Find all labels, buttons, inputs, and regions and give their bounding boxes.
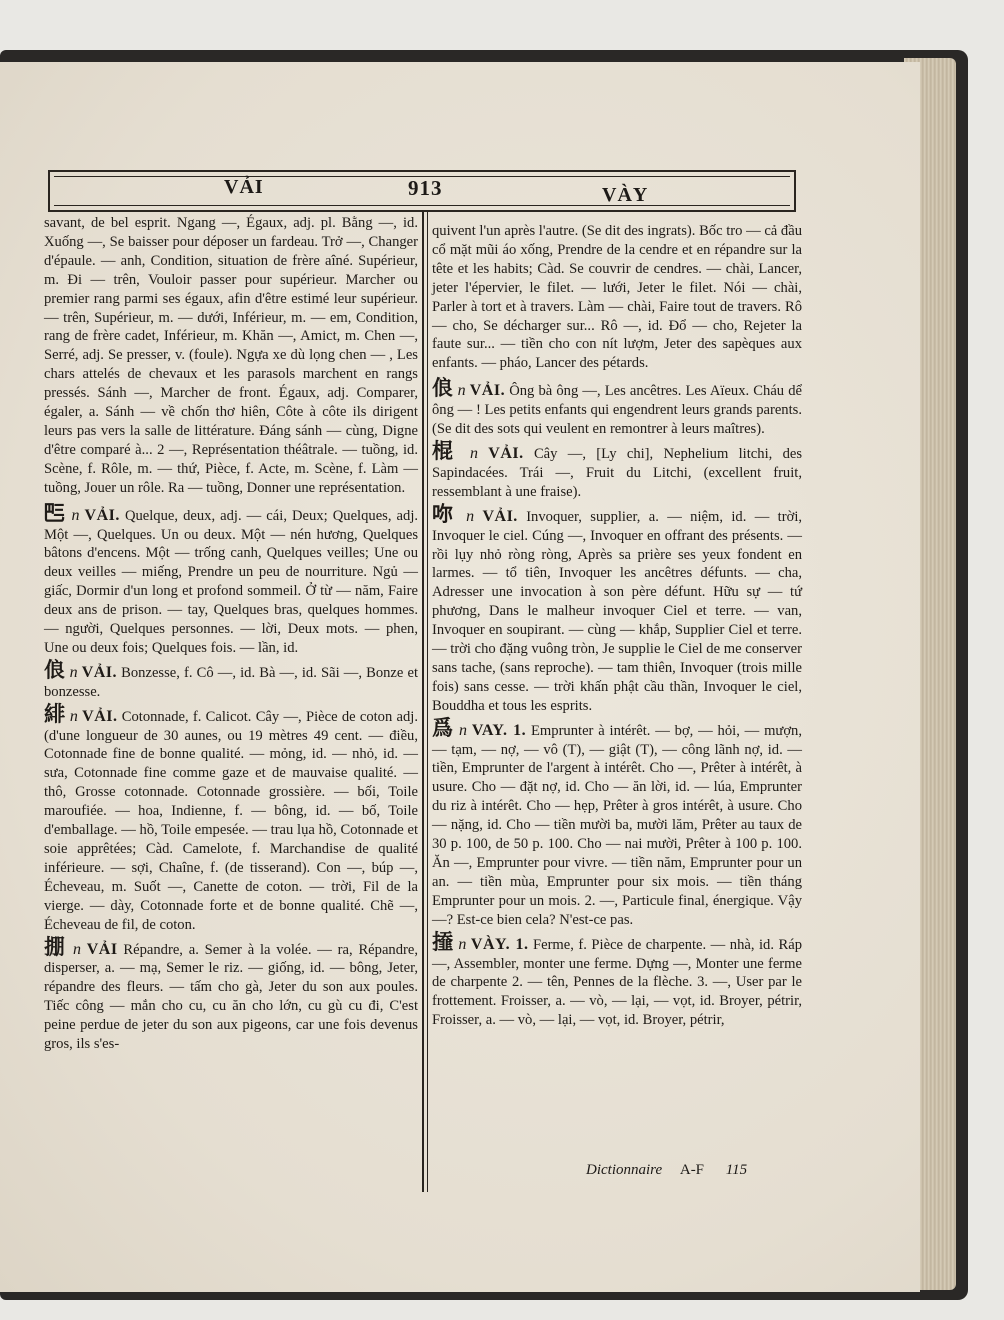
entry-definition: Bonzesse, f. Cô —, id. Bà —, id. Sãi —, Bonze et bonzesse. (44, 664, 418, 700)
entry-paragraph (432, 376, 802, 439)
header-right-word: VÀY (602, 184, 649, 206)
column-divider (422, 212, 424, 1192)
footer-title: Dictionnaire (586, 1162, 663, 1178)
entry-character: 俍 (432, 376, 454, 401)
dictionary-entry (432, 376, 802, 439)
entry-part-of-speech: n (457, 382, 466, 400)
page-number: 913 (408, 176, 443, 200)
dictionary-entry (432, 715, 803, 930)
entry-headword: VAY. 1. (471, 721, 527, 739)
entry-paragraph (44, 701, 419, 935)
entry-definition: Ông bà ông —, Les ancêtres. Les Aïeux. Cháu dể ông — ! Les petits enfants qui engendrent leurs grands parents. (Se dit des sots qui veulent en remontrer à leurs maîtres). (432, 383, 802, 438)
entry-paragraph (432, 715, 803, 930)
dictionary-entry (44, 701, 419, 935)
entry-part-of-speech: n (458, 935, 467, 953)
entry-headword: VẢI. (488, 444, 524, 462)
running-header (48, 108, 800, 214)
entry-headword: VẢI (86, 940, 118, 958)
entry-headword: VẢI. (482, 507, 518, 525)
dictionary-entry (44, 657, 418, 702)
entry-character: 爲 (432, 715, 455, 740)
entry-headword: VÀY. 1. (470, 935, 529, 953)
entry-part-of-speech: n (466, 507, 475, 525)
entry-headword: VẢI. (84, 506, 120, 524)
entry-definition: Ferme, f. Pièce de charpente. — nhà, id. Ráp —, Assembler, monter une ferme. Dựng —, Monter une ferme de charpente 2. — tên, Pennes de la flèche. 3. —, User par le frottement. Froisser, a. — vò, — lại, — vọt, id. Broyer, pétrir, Froisser, a. — vò, — lại, — vọt, id. Broyer, pétrir, (432, 936, 803, 1029)
entry-character: 𠰚 (432, 501, 458, 526)
dictionary-entry (44, 934, 419, 1054)
footer-sheet-number: 115 (725, 1162, 748, 1178)
entry-part-of-speech: n (72, 940, 81, 958)
dictionary-entry (44, 500, 419, 658)
footer-signature: A-F (679, 1162, 705, 1178)
entry-definition: Invoquer, supplier, a. — niệm, id. — trời, Invoquer le ciel. Cúng —, Invoquer en offrant des présents. — rồi lụy nhỏ ròng ròng, Après sa prière ses yeux fondent en larmes. — tổ tiên, Invoquer les ancêtres défunts. — cha, Adresser une invocation à son père défunt. Hữu sự — tứ phương, Dans le malheur invoquer Ciel et terre. — van, Invoquer en soupirant. — cùng — khắp, Supplier Ciel et terre. — trời cho đặng vuông tròn, Je supplie le Ciel de me conserver sans tache, (sans reproche). — tam thiên, Invoquer (trois mille fois) sans cesse. — trời khấn phật cầu thần, Invoquer le ciel, Bouddha et tous les esprits. (432, 508, 803, 714)
entry-headword: VẢI. (469, 382, 506, 400)
entry-part-of-speech: n (69, 663, 78, 681)
entry-character: 棍 (432, 438, 460, 463)
page-footer (586, 1162, 747, 1179)
dictionary-entry (432, 438, 803, 502)
dictionary-entry (432, 501, 803, 716)
entry-definition: Cây —, [Ly chi], Nephelium litchi, des Sapindacées. Trái —, Fruit du Litchi, (excellent fruit, ressemblant à une fraise). (432, 445, 803, 500)
entry-headword: VẢI. (81, 663, 118, 681)
entry-paragraph (432, 501, 803, 716)
right-column-continuation: quivent l'un après l'autre. (Se dit des ingrats). Bốc tro — cả đầu cổ mặt mũi áo xống, Prendre de la cendre et en répandre sur la tête et les habits; Càd. Se couvrir de cendres. — chài, Lancer, jeter l'épervier, le filet. — lưới, Jeter le filet. Nói — chài, Parler à tort et à travers. Làm — chài, Faire tout de travers. Rô — cho, Se décharger sur... Rô —, id. Đổ — cho, Rejeter la faute sur... — tiền cho con nít lượm, Jeter des sapèques aux enfants. — pháo, Lancer des pétards. (432, 223, 803, 372)
entry-character: 俍 (44, 657, 66, 682)
dictionary-entry (432, 929, 803, 1031)
entry-paragraph (432, 438, 803, 502)
header-left-word: VẢI (224, 176, 264, 198)
entry-definition: Quelque, deux, adj. — cái, Deux; Quelques, adj. Một —, Quelques. Un ou deux. Một — nén hương, Quelques bâtons d'encens. Một — trống canh, Quelques veilles; Une ou deux veilles — miếng, Prendre un peu de nourriture. Ngủ — giấc, Dormir d'un long et profond sommeil. Ở từ — năm, Faire deux ans de prison. — tay, Quelques bras, quelques hommes. — người, Quelques personnes. — lời, Deux mots. — phen, Une ou deux fois; Quelques fois. — lần, id. (44, 507, 419, 656)
entry-character: 𢶍 (432, 929, 454, 954)
entry-character: 掤 (44, 934, 68, 959)
entry-paragraph (432, 929, 803, 1031)
entry-definition: Répandre, a. Semer à la volée. — ra, Répandre, disperser, a. — mạ, Semer le riz. — giống, id. — bông, Jeter, répandre des fleurs. — tấm cho gà, Jeter du son aux poules. Tiếc công — mắn cho cu, cu ăn cho lớn, cu gù cu đi, C'est peine perdue de jeter du son aux pigeons, car une fois devenus gros, ils s'es- (44, 941, 419, 1053)
left-column-continuation: savant, de bel esprit. Ngang —, Égaux, adj. pl. Bằng —, id. Xuống —, Se baisser pour déposer un fardeau. Trở —, Changer d'épaule. — anh, Condition, situation de frère aîné. Supérieur, m. Đi — trên, Vouloir passer pour supérieur. Marcher ou premier rang parmi ses égaux, afin d'être estimé leur supérieur. — trên, Supérieur, m. — dưới, Inférieur, m. — em, Condition, rang de frère cadet, Inférieur, m. Khăn —, Amict, m. Chen —, Serré, adj. Se presser, v. (foule). Ngựa xe dù lọng chen — , Les chars attelés de chevaux et les parasols marchent en rangs pressés. Sánh —, Marcher de front. Égaux, adj. Comparer, égaler, a. Sánh — về chốn thơ hiên, Côte à côte ils dirigent leurs pas vers la salle de littérature. Đáng sánh — cùng, Digne d'être comparé à... 2 —, Représentation théâtrale. — tuồng, id. Scène, f. Rôle, m. — thứ, Pièce, f. Acte, m. Scène, f. Làm — tuồng, Jouer un rôle. Ra — tuồng, Donner une représentation. (44, 215, 418, 496)
entry-definition: Emprunter à intérêt. — bợ, — hỏi, — mượn, — tạm, — nợ, — vô (T), — giật (T), — công lãnh nợ, id. — tiền, Emprunter de l'argent à intérêt. Cho —, Prêter à intérêt, à usure. Cho — đặt nợ, id. Cho — ăn lời, id. — lúa, Emprunter du riz à intérêt. Cho — hẹp, Prêter à gros intérêt, à usure. Cho — nặng, id. Cho — tiền mười ba, mười lăm, Prêter au taux de 30 p. 100, de 50 p. 100. Cho — nai mười, Prêter à 100 p. 100. Ăn —, Emprunter pour vivre. — tiền năm, Emprunter pour un an. — tiền mùa, Emprunter pour six mois. — tiền tháng Emprunter pour un mois. 2. —, Particule final, énergique. Vậy —? Est-ce bien cela? N'est-ce pas. (432, 722, 803, 928)
entry-part-of-speech: n (459, 721, 467, 739)
entry-character: 𠀧 (44, 500, 67, 525)
entry-part-of-speech: n (69, 707, 78, 725)
right-column (432, 222, 802, 1033)
entry-paragraph (44, 500, 419, 658)
entry-paragraph (44, 657, 418, 702)
entry-headword: VẢI. (82, 707, 118, 725)
entry-part-of-speech: n (469, 444, 478, 462)
entry-character: 緋 (44, 701, 66, 726)
left-column (44, 214, 418, 1057)
entry-part-of-speech: n (71, 506, 80, 524)
entry-paragraph (44, 934, 419, 1054)
entry-definition: Cotonnade, f. Calicot. Cây —, Pièce de coton adj. (d'une longueur de 30 aunes, ou 19 mètres 49 cent. — điều, Cotonnade fine de bonne qualité. — mỏng, id. — nhỏ, id. — sưa, Cotonnade fine comme gaze et de mauvaise qualité. — thô, Grosse cotonnade. Cotonnade grossière. — bối, Toile maroufiée. — hoa, Indienne, f. — bông, id. — bố, Toile d'emballage. — hồ, Toile empesée. — trau lụa hồ, Cotonnade et soie apprêtées; Càd. Camelote, f. Marchandise de qualité inférieure. — sợi, Chaîne, f. (de tisserand). Con —, búp —, Écheveau, m. Suốt —, Canette de coton. — trời, Fil de la vierge. — dày, Cotonnade forte et de bonne qualité. Chẽ —, Écheveau de fil, de coton. (44, 708, 419, 933)
